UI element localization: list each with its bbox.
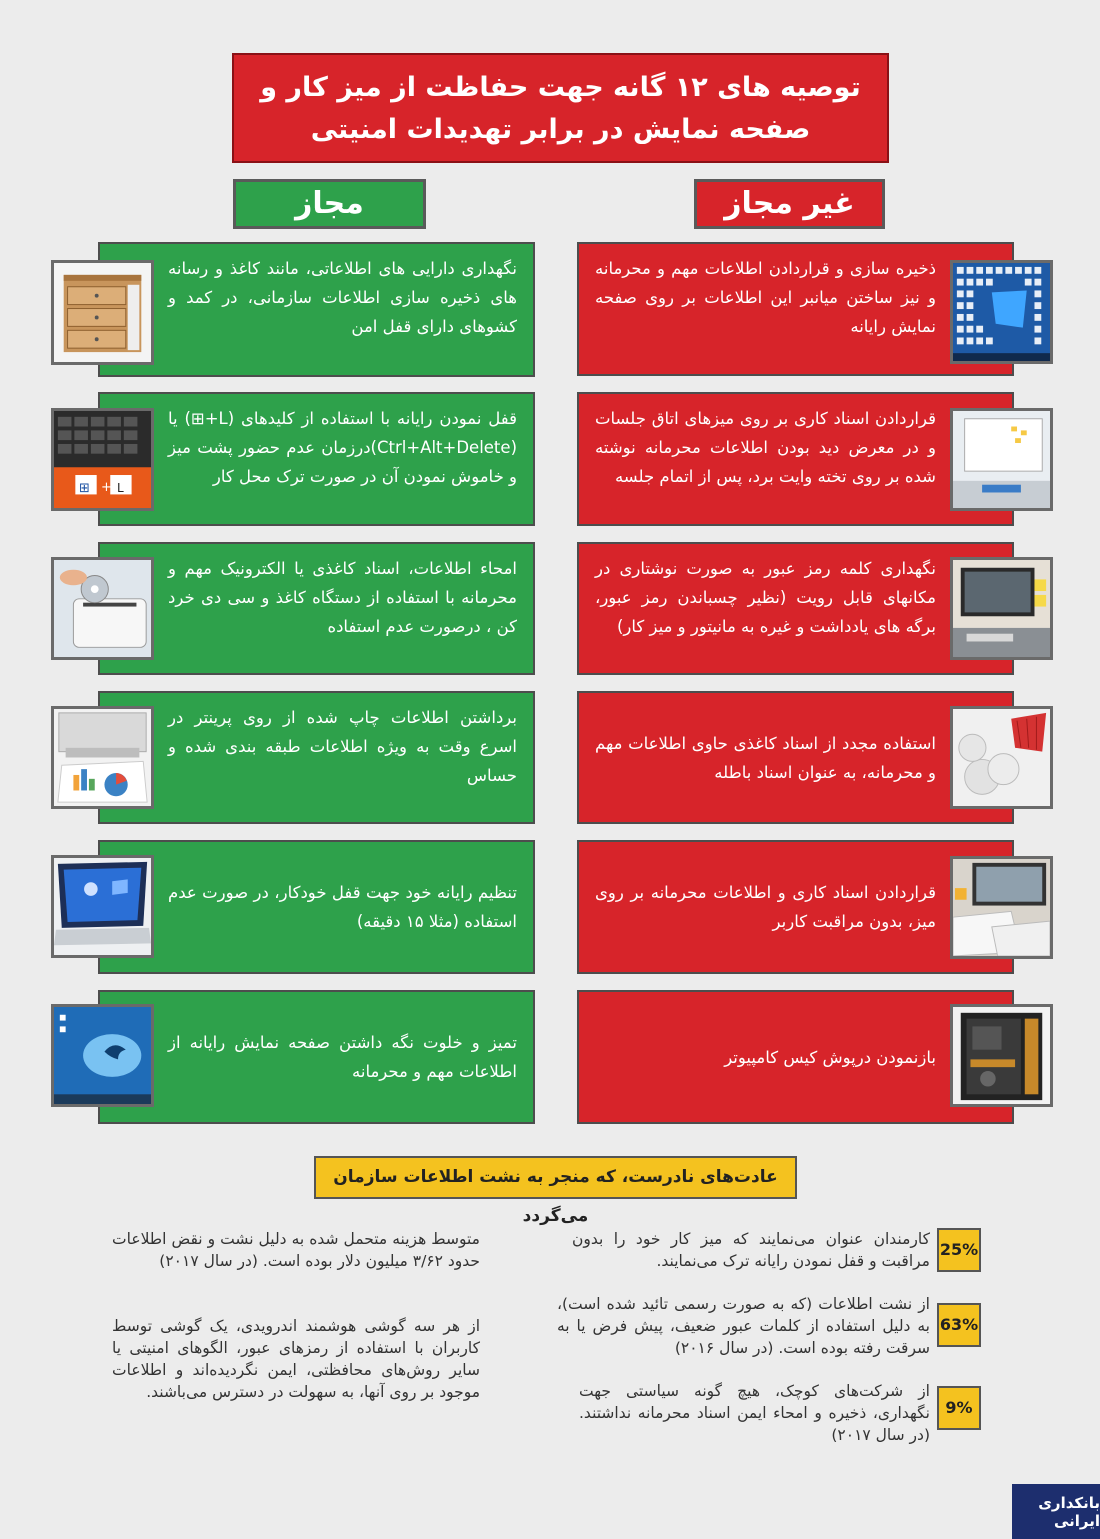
messy-desk-image: [950, 856, 1053, 959]
allowed-text-4: برداشتن اطلاعات چاپ شده از روی پرینتر در اسرع وقت به ویژه اطلاعات طبقه بندی شده و حساس: [168, 708, 517, 785]
windows-key-icon: ⊞: [79, 481, 90, 496]
forbidden-card-1: [577, 242, 1014, 376]
l-key: L: [117, 481, 124, 495]
forbidden-text-3: نگهداری کلمه رمز عبور به صورت نوشتاری در مکانهای قابل رویت (نظیر چسباندن رمز عبور، برگه های یادداشت و غیره به مانیتور و میز کار): [595, 559, 936, 636]
sticky-notes-monitor-image: [950, 557, 1053, 660]
crumpled-paper-image: [950, 706, 1053, 809]
forbidden-text-2: قراردادن اسناد کاری بر روی میزهای اتاق جلسات و در معرض دید بودن اطلاعات محرمانه نوشته شده بر روی تخته وایت برد، پس از اتمام جلسه: [595, 409, 936, 486]
plus-sign: +: [101, 480, 112, 495]
allowed-card-6: [98, 990, 535, 1124]
forbidden-text-5: قراردادن اسناد کاری و اطلاعات محرمانه بر روی میز، بدون مراقبت کاربر: [595, 883, 936, 931]
cluttered-desktop-image: [950, 260, 1053, 364]
forbidden-card-3: [577, 542, 1014, 675]
title-line-1: توصیه های ۱۲ گانه جهت حفاظت از میز کار و: [260, 72, 861, 103]
keyboard-lock-image: [51, 408, 154, 511]
forbidden-card-6: [577, 990, 1014, 1124]
forbidden-header: غیر مجاز: [694, 179, 885, 229]
note-text-2: از هر سه گوشی هوشمند اندرویدی، یک گوشی توسط کاربران با استفاده از رمزهای عبور، الگوهای امنیتی یا سایر روش‌های محافظتی، ایمن نگردیده‌اند و اطلاعات موجود بر روی آنها، به سهولت در دسترس می‌باشند.: [112, 1317, 480, 1401]
brand-logo: بانکداری ایرانی: [1012, 1484, 1100, 1539]
forbidden-text-6: بازنمودن درپوش کیس کامپیوتر: [724, 1047, 936, 1067]
stat-badge-2: 63%: [937, 1303, 981, 1347]
printer-image: [51, 706, 154, 809]
allowed-card-4: [98, 691, 535, 824]
habits-title: عادت‌های نادرست، که منجر به نشت اطلاعات سازمان می‌گردد: [314, 1156, 797, 1199]
stat-text-1: کارمندان عنوان می‌نمایند که میز کار خود را بدون مراقبت و قفل نمودن رایانه ترک می‌نمایند.: [572, 1230, 930, 1270]
forbidden-text-4: استفاده مجدد از اسناد کاغذی حاوی اطلاعات مهم و محرمانه، به عنوان اسناد باطله: [595, 733, 936, 782]
page-title: [232, 53, 889, 163]
shredder-image: [51, 557, 154, 660]
forbidden-card-5: [577, 840, 1014, 974]
note-text-1: متوسط هزینه متحمل شده به دلیل نشت و نقض اطلاعات حدود ۳/۶۲ میلیون دلار بوده است. (در سال ۲۰۱۷): [112, 1230, 480, 1270]
allowed-card-2: [98, 392, 535, 526]
allowed-text-3: امحاء اطلاعات، اسناد کاغذی یا الکترونیک مهم و محرمانه با استفاده از دستگاه کاغذ و سی دی خرد کن ، درصورت عدم استفاده: [168, 559, 517, 636]
forbidden-text-1: ذخیره سازی و قراردادن اطلاعات مهم و محرمانه و نیز ساختن میانبر این اطلاعات بر روی صفحه نمایش رایانه: [595, 259, 936, 336]
title-line-2: صفحه نمایش در برابر تهدیدات امنیتی: [310, 114, 811, 145]
forbidden-card-2: [577, 392, 1014, 526]
stat-badge-1: 25%: [937, 1228, 981, 1272]
stat-text-3: از شرکت‌های کوچک، هیچ گونه سیاستی جهت نگهداری، ذخیره و امحاء ایمن اسناد محرمانه نداشتند. (در سال ۲۰۱۷): [579, 1382, 930, 1444]
stat-text-2: از نشت اطلاعات (که به صورت رسمی تائید شده است)، به دلیل استفاده از کلمات عبور ضعیف، پیش فرض یا به سرقت رفته بوده است. (در سال ۲۰۱۶): [557, 1295, 930, 1357]
forbidden-card-4: [577, 691, 1014, 824]
allowed-card-3: [98, 542, 535, 675]
allowed-text-5: تنظیم رایانه خود جهت قفل خودکار، در صورت عدم استفاده (مثلا ۱۵ دقیقه): [168, 883, 517, 931]
allowed-text-1: نگهداری دارایی های اطلاعاتی، مانند کاغذ و رسانه های ذخیره سازی اطلاعات سازمانی، در کمد و کشوهای دارای قفل امن: [168, 259, 517, 336]
stat-badge-3: 9%: [937, 1386, 981, 1430]
allowed-text-6: تمیز و خلوت نگه داشتن صفحه نمایش رایانه از اطلاعات مهم و محرمانه: [168, 1033, 517, 1081]
drawer-cabinet-image: [51, 260, 154, 365]
allowed-card-1: [98, 242, 535, 377]
clean-desktop-image: [51, 1004, 154, 1107]
meeting-room-image: [950, 408, 1053, 511]
allowed-header: مجاز: [233, 179, 426, 229]
computer-case-image: [950, 1004, 1053, 1107]
allowed-text-2: قفل نمودن رایانه با استفاده از کلیدهای (L+⊞) یا (Ctrl+Alt+Delete)درزمان عدم حضور پشت میز و خاموش نمودن آن در صورت ترک محل کار: [168, 409, 518, 486]
allowed-card-5: [98, 840, 535, 974]
laptop-lockscreen-image: [51, 855, 154, 958]
